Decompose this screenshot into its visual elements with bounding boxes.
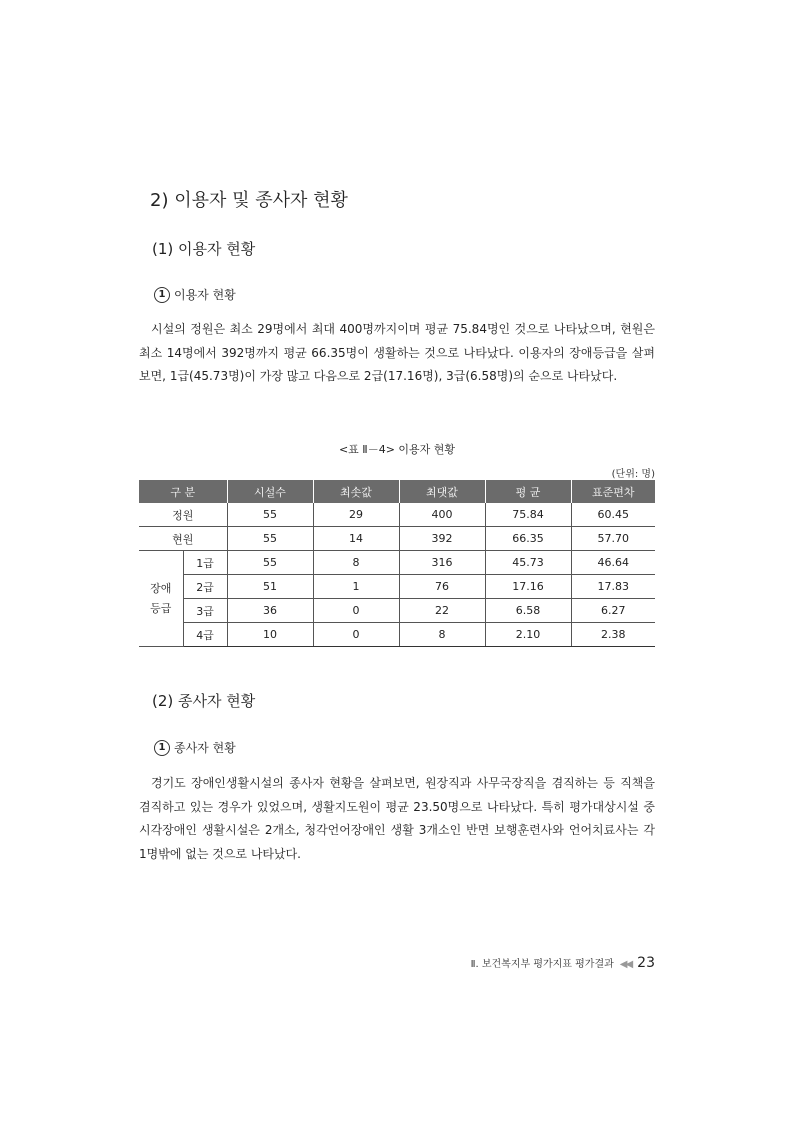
- row-label: 현원: [139, 527, 227, 551]
- circled-number-icon: 1: [154, 740, 170, 756]
- table-cell: 14: [313, 527, 399, 551]
- table-cell: 36: [227, 599, 313, 623]
- table-cell: 29: [313, 503, 399, 527]
- row-label: 3급: [183, 599, 227, 623]
- table-cell: 51: [227, 575, 313, 599]
- header-cell: 구 분: [139, 480, 227, 503]
- table-cell: 400: [399, 503, 485, 527]
- table-cell: 55: [227, 527, 313, 551]
- double-left-arrow-icon: ◀◀: [619, 959, 632, 970]
- header-cell: 시설수: [227, 480, 313, 503]
- row-label: 2급: [183, 575, 227, 599]
- table-cell: 8: [399, 623, 485, 647]
- footer-chapter: Ⅱ. 보건복지부 평가지표 평가결과: [470, 959, 614, 970]
- table-row: [139, 575, 655, 599]
- item-label: 이용자 현황: [174, 288, 236, 302]
- item-heading-users: [154, 286, 236, 303]
- table-row: [139, 551, 655, 575]
- group-label: 장애 등급: [139, 551, 183, 647]
- table-header-row: [139, 480, 655, 503]
- circled-number-icon: 1: [154, 287, 170, 303]
- users-table: [139, 480, 655, 647]
- table-cell: 0: [313, 599, 399, 623]
- subsection-heading-staff: (2) 종사자 현황: [152, 692, 256, 710]
- section-heading: 2) 이용자 및 종사자 현황: [150, 190, 348, 211]
- paragraph-users: 시설의 정원은 최소 29명에서 최대 400명까지이며 평균 75.84명인 것으로 나타났으며, 현원은 최소 14명에서 392명까지 평균 66.35명이 생활하는 것으로 나타났다. 이용자의 장애등급을 살펴보면, 1급(45.73명)이 가장 많고 다음으로 2급(17.16명), 3급(6.58명)의 순으로 나타났다.: [139, 322, 655, 383]
- row-label: 1급: [183, 551, 227, 575]
- header-cell: 최솟값: [313, 480, 399, 503]
- table-cell: 10: [227, 623, 313, 647]
- table-cell: 17.83: [571, 575, 655, 599]
- paragraph-staff: 경기도 장애인생활시설의 종사자 현황을 살펴보면, 원장직과 사무국장직을 겸직하는 등 직책을 겸직하고 있는 경우가 있었으며, 생활지도원이 평균 23.50명으로 나타났다. 특히 평가대상시설 중 시각장애인 생활시설은 2개소, 청각언어장애인 생활 3개소인 반면 보행훈련사와 언어치료사는 각 1명밖에 없는 것으로 나타났다.: [139, 776, 655, 861]
- table-cell: 46.64: [571, 551, 655, 575]
- table-cell: 55: [227, 551, 313, 575]
- page-footer: [471, 955, 655, 971]
- table-cell: 392: [399, 527, 485, 551]
- subsection-heading-users: (1) 이용자 현황: [152, 240, 256, 258]
- header-cell: 최댓값: [399, 480, 485, 503]
- table-cell: 66.35: [485, 527, 571, 551]
- row-label: 정원: [139, 503, 227, 527]
- table-caption: <표 Ⅱ－4> 이용자 현황: [338, 443, 456, 456]
- table-cell: 55: [227, 503, 313, 527]
- table-cell: 1: [313, 575, 399, 599]
- row-label: 4급: [183, 623, 227, 647]
- table-cell: 75.84: [485, 503, 571, 527]
- table-cell: 2.38: [571, 623, 655, 647]
- table-unit: (단위: 명): [611, 469, 655, 480]
- table-cell: 76: [399, 575, 485, 599]
- item-label: 종사자 현황: [174, 741, 236, 755]
- header-cell: 표준편차: [571, 480, 655, 503]
- table-row: [139, 599, 655, 623]
- table-cell: 57.70: [571, 527, 655, 551]
- table-cell: 2.10: [485, 623, 571, 647]
- header-cell: 평 균: [485, 480, 571, 503]
- table-cell: 8: [313, 551, 399, 575]
- table-cell: 6.27: [571, 599, 655, 623]
- table-cell: 60.45: [571, 503, 655, 527]
- table-cell: 45.73: [485, 551, 571, 575]
- table-row: [139, 503, 655, 527]
- table-cell: 0: [313, 623, 399, 647]
- table-row: [139, 623, 655, 647]
- table-cell: 17.16: [485, 575, 571, 599]
- table-cell: 316: [399, 551, 485, 575]
- page-number: 23: [637, 955, 655, 971]
- table-cell: 6.58: [485, 599, 571, 623]
- table-row: [139, 527, 655, 551]
- table-cell: 22: [399, 599, 485, 623]
- item-heading-staff: [154, 739, 236, 756]
